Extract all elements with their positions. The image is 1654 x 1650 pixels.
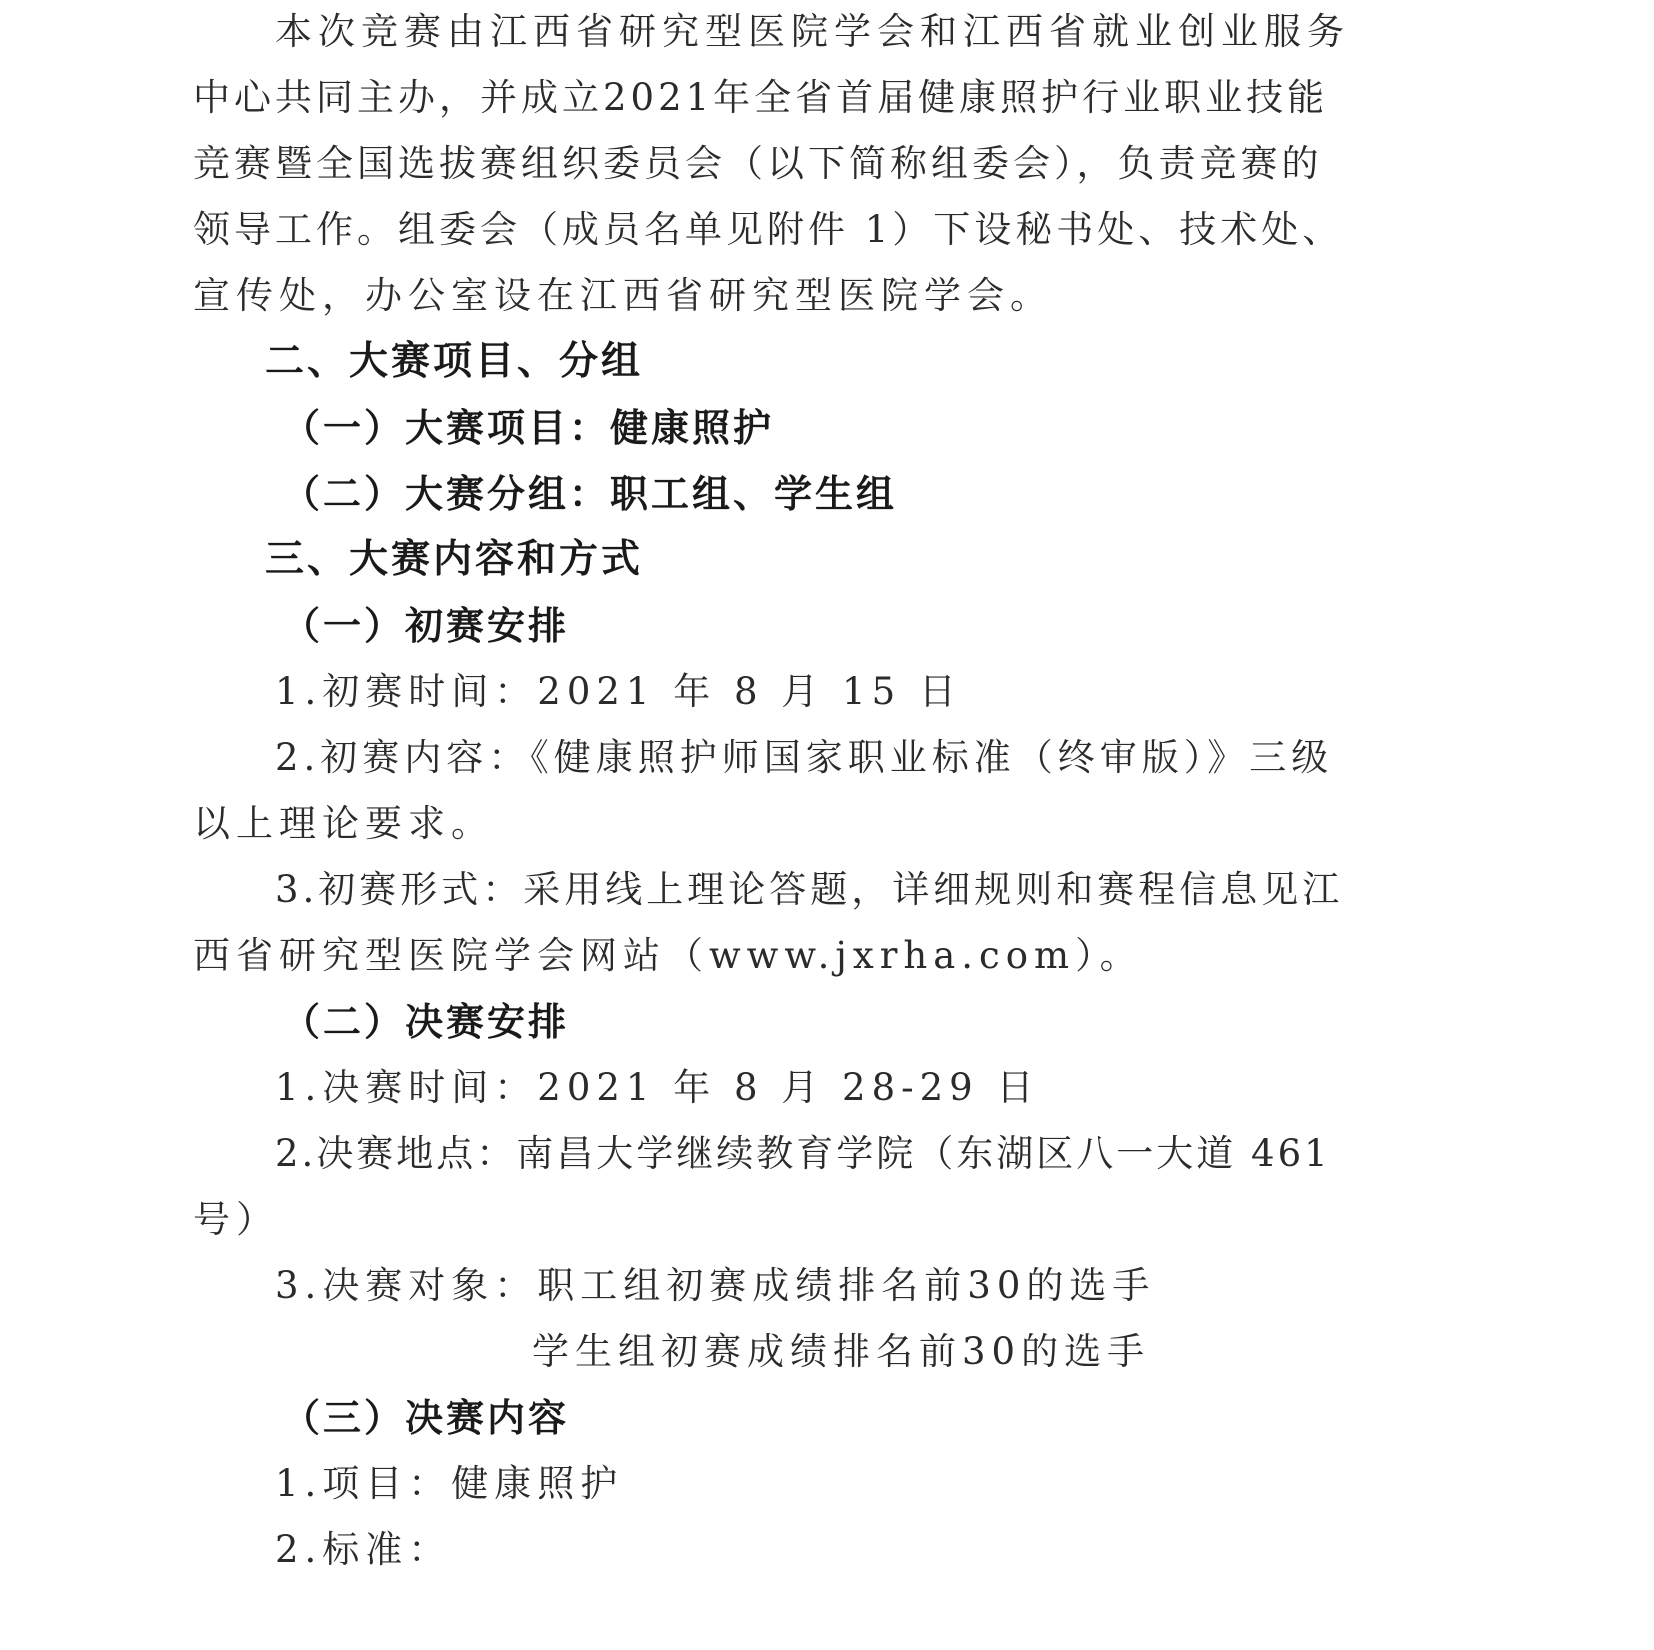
final-place-line-2: 号） [193,1198,279,1241]
prelim-heading: （一）初赛安排 [282,604,570,648]
final-target-line-1: 3.决赛对象：职工组初赛成绩排名前30的选手 [275,1264,1156,1307]
intro-line-5: 宣传处，办公室设在江西省研究型医院学会。 [193,274,1053,317]
section-3-heading: 三、大赛内容和方式 [265,537,644,582]
final-target-line-2: 学生组初赛成绩排名前30的选手 [532,1330,1151,1373]
prelim-form-line-1: 3.初赛形式：采用线上理论答题，详细规则和赛程信息见江 [275,868,1344,911]
prelim-form-line-2: 西省研究型医院学会网站（www.jxrha.com）。 [193,934,1143,977]
final-content-standard: 2.标准： [275,1528,452,1571]
section-2-item-2: （二）大赛分组：职工组、学生组 [282,472,898,516]
final-heading: （二）决赛安排 [282,1000,570,1044]
prelim-content-line-2: 以上理论要求。 [193,802,494,845]
final-place-line-1: 2.决赛地点：南昌大学继续教育学院（东湖区八一大道 461 [275,1132,1331,1175]
final-content-project: 1.项目：健康照护 [275,1462,624,1505]
intro-line-4: 领导工作。组委会（成员名单见附件 1）下设秘书处、技术处、 [193,208,1344,251]
intro-line-2: 中心共同主办，并成立2021年全省首届健康照护行业职业技能 [193,76,1329,119]
intro-line-1: 本次竞赛由江西省研究型医院学会和江西省就业创业服务 [275,10,1350,53]
prelim-time: 1.初赛时间：2021 年 8 月 15 日 [275,670,962,713]
final-time: 1.决赛时间：2021 年 8 月 28-29 日 [275,1066,1040,1109]
section-2-item-1: （一）大赛项目：健康照护 [282,406,775,450]
prelim-content-line-1: 2.初赛内容：《健康照护师国家职业标准（终审版）》三级 [275,736,1334,779]
intro-line-3: 竞赛暨全国选拔赛组织委员会（以下简称组委会），负责竞赛的 [193,142,1323,185]
section-2-heading: 二、大赛项目、分组 [265,339,644,384]
final-content-heading: （三）决赛内容 [282,1396,570,1440]
